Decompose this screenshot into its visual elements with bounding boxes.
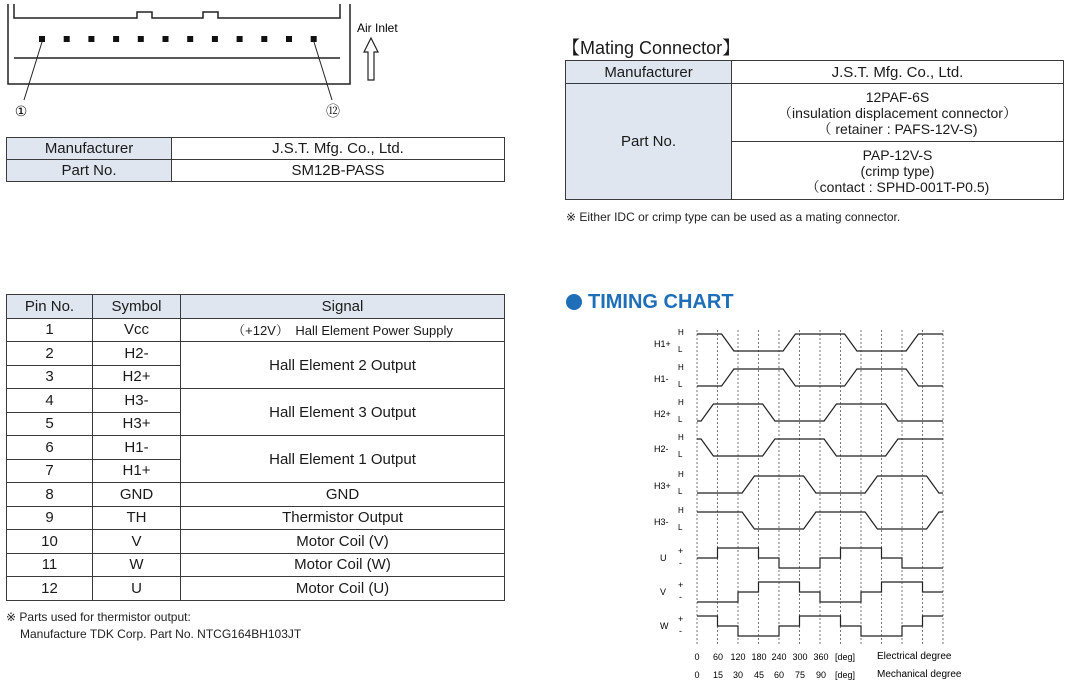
signal: Motor Coil (U) — [181, 577, 505, 601]
hall-row-label: H3- — [654, 517, 669, 527]
mating-manufacturer-value: J.S.T. Mfg. Co., Ltd. — [732, 61, 1064, 84]
connector-pin — [286, 36, 292, 42]
part-no-label: Part No. — [7, 160, 172, 182]
pin-12-label: ⑫ — [326, 104, 340, 120]
electrical-tick-label: 0 — [694, 652, 700, 662]
mating-idc-part — [732, 84, 1064, 142]
mechanical-degree-label: Mechanical degree — [877, 669, 962, 680]
hall-row-label: H1+ — [654, 339, 671, 349]
hall-row-label: H3+ — [654, 481, 671, 491]
signal: （+12V） Hall Element Power Supply — [181, 318, 505, 342]
mechanical-tick-label: 90 — [815, 670, 827, 680]
symbol: TH — [93, 506, 181, 530]
coil-plus-label: + — [678, 546, 684, 556]
table-row — [7, 506, 505, 530]
pin-no: 1 — [7, 318, 93, 342]
coil-plus-label: + — [678, 580, 684, 590]
table-row — [7, 342, 505, 366]
signal: Hall Element 2 Output — [181, 342, 505, 389]
idc-part-retainer: （ retainer : PAFS-12V-S) — [817, 120, 978, 137]
manufacturer-label: Manufacturer — [7, 138, 172, 160]
mating-crimp-part — [732, 142, 1064, 200]
mating-connector-table — [565, 60, 1064, 200]
table-row — [7, 530, 505, 554]
table-row — [7, 436, 505, 460]
signal: Hall Element 1 Output — [181, 436, 505, 483]
coil-minus-label: - — [679, 558, 682, 568]
coil-minus-label: - — [679, 626, 682, 636]
mating-part-no-label: Part No. — [566, 84, 732, 200]
symbol-header: Symbol — [93, 295, 181, 319]
table-row — [7, 553, 505, 577]
signal: Hall Element 3 Output — [181, 389, 505, 436]
coil-row-label: V — [660, 587, 667, 597]
mating-connector-title: 【Mating Connector】 — [562, 38, 741, 58]
air-inlet-label: Air Inlet — [357, 21, 398, 35]
connector-pin — [212, 36, 218, 42]
connector-pin — [113, 36, 119, 42]
hall-row-label: H2- — [654, 444, 669, 454]
pin-no: 11 — [7, 553, 93, 577]
electrical-tick-label: 60 — [712, 652, 724, 662]
bullet-icon — [566, 294, 582, 310]
coil-row-label: U — [660, 553, 667, 563]
pin-no: 12 — [7, 577, 93, 601]
signal: Thermistor Output — [181, 506, 505, 530]
symbol: H3+ — [93, 412, 181, 436]
connector-pin — [163, 36, 169, 42]
symbol: H1+ — [93, 459, 181, 483]
mechanical-tick-label: 45 — [753, 670, 765, 680]
pin-squares — [39, 36, 317, 42]
symbol: GND — [93, 483, 181, 507]
connector-pin — [138, 36, 144, 42]
crimp-part-type: (crimp type) — [860, 162, 935, 179]
pin-no: 7 — [7, 459, 93, 483]
idc-part-type: （insulation displacement connector） — [778, 104, 1017, 121]
symbol: H3- — [93, 389, 181, 413]
connector-pin — [88, 36, 94, 42]
signal: Motor Coil (W) — [181, 553, 505, 577]
connector-table — [6, 137, 505, 182]
part-no-value: SM12B-PASS — [172, 160, 505, 182]
coil-plus-label: + — [678, 614, 684, 624]
hall-row-label: H1- — [654, 374, 669, 384]
coil-waveform — [697, 582, 943, 602]
table-row — [7, 577, 505, 601]
level-low-label: L — [678, 487, 683, 496]
symbol: W — [93, 553, 181, 577]
mechanical-tick-label: 60 — [773, 670, 785, 680]
manufacturer-value: J.S.T. Mfg. Co., Ltd. — [172, 138, 505, 160]
mechanical-tick-label: 30 — [732, 670, 744, 680]
connector-pin — [261, 36, 267, 42]
timing-chart — [640, 326, 1069, 682]
connector-pin — [237, 36, 243, 42]
level-high-label: H — [678, 363, 684, 372]
signal-header: Signal — [181, 295, 505, 319]
level-high-label: H — [678, 470, 684, 479]
electrical-tick-label: 120 — [730, 652, 746, 662]
level-low-label: L — [678, 345, 683, 354]
electrical-tick-label: 240 — [771, 652, 787, 662]
pin-table — [6, 294, 505, 601]
mechanical-tick-label: [deg] — [834, 670, 856, 680]
pin-no: 6 — [7, 436, 93, 460]
signal: Motor Coil (V) — [181, 530, 505, 554]
pin-no: 5 — [7, 412, 93, 436]
connector-pin — [187, 36, 193, 42]
coil-row-label: W — [660, 621, 669, 631]
pin-no: 9 — [7, 506, 93, 530]
level-high-label: H — [678, 433, 684, 442]
pin-no: 10 — [7, 530, 93, 554]
mating-note: ※ Either IDC or crimp type can be used as a mating connector. — [566, 210, 901, 224]
crimp-part-number: PAP-12V-S — [862, 146, 933, 163]
table-row — [7, 318, 505, 342]
pin-1-label: ① — [14, 104, 28, 120]
timing-chart-title — [566, 291, 734, 314]
thermistor-note-line-2: Manufacture TDK Corp. Part No. NTCG164BH103JT — [20, 627, 302, 641]
electrical-tick-label: 360 — [813, 652, 829, 662]
pin-no: 4 — [7, 389, 93, 413]
connector-drawing — [0, 0, 420, 130]
mating-manufacturer-label: Manufacturer — [566, 61, 732, 84]
pin-no-header: Pin No. — [7, 295, 93, 319]
level-high-label: H — [678, 506, 684, 515]
symbol: H2+ — [93, 365, 181, 389]
thermistor-note — [6, 609, 301, 643]
symbol: H2- — [93, 342, 181, 366]
coil-minus-label: - — [679, 592, 682, 602]
thermistor-note-line-1: ※ Parts used for thermistor output: — [6, 610, 191, 624]
symbol: H1- — [93, 436, 181, 460]
pin-no: 8 — [7, 483, 93, 507]
table-row — [7, 389, 505, 413]
pin-no: 2 — [7, 342, 93, 366]
symbol: U — [93, 577, 181, 601]
idc-part-number: 12PAF-6S — [865, 88, 930, 105]
pin-no: 3 — [7, 365, 93, 389]
symbol: V — [93, 530, 181, 554]
crimp-part-contact: （contact : SPHD-001T-P0.5) — [805, 178, 990, 195]
signal: GND — [181, 483, 505, 507]
level-high-label: H — [678, 328, 684, 337]
electrical-tick-label: 180 — [751, 652, 767, 662]
level-low-label: L — [678, 415, 683, 424]
mechanical-tick-label: 15 — [712, 670, 724, 680]
level-low-label: L — [678, 380, 683, 389]
connector-pin — [39, 36, 45, 42]
electrical-tick-label: 300 — [792, 652, 808, 662]
electrical-degree-label: Electrical degree — [877, 651, 952, 662]
level-low-label: L — [678, 523, 683, 532]
level-high-label: H — [678, 398, 684, 407]
mechanical-tick-label: 0 — [694, 670, 700, 680]
level-low-label: L — [678, 450, 683, 459]
mechanical-tick-label: 75 — [794, 670, 806, 680]
timing-chart-title-text: TIMING CHART — [588, 291, 734, 313]
symbol: Vcc — [93, 318, 181, 342]
hall-row-label: H2+ — [654, 409, 671, 419]
connector-pin — [311, 36, 317, 42]
air-inlet-arrow-icon — [364, 38, 378, 80]
electrical-tick-label: [deg] — [834, 652, 856, 662]
table-row — [7, 483, 505, 507]
connector-pin — [64, 36, 70, 42]
